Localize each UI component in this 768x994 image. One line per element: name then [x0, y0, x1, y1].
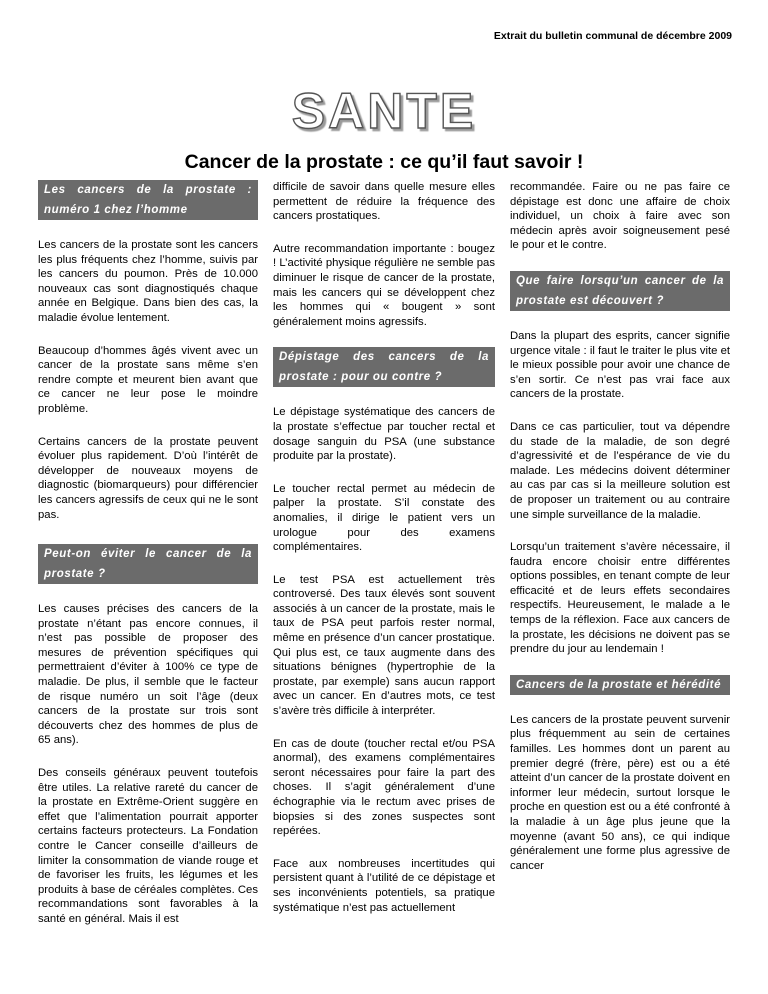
- paragraph: Certains cancers de la prostate peuvent évoluer plus rapidement. D’où l’intérêt de développer de nouveaux moyens de diagnostic (biomarqueurs) pour différencier les cancers agressifs de ceux qui ne le sont pas.: [38, 435, 258, 521]
- paragraph: Lorsqu’un traitement s’avère nécessaire, il faudra encore choisir entre différentes options possibles, en tenant compte de leur efficacité et de leurs effets secondaires respectifs. Heureusement, le malade a le temps de la réflexion. Face aux cancers de la prostate, les décisions ne doivent pas se prendre du jour au lendemain !: [510, 541, 730, 656]
- article-title: Cancer de la prostate : ce qu’il faut savoir !: [184, 151, 584, 173]
- paragraph: Autre recommandation importante : bougez ! L’activité physique régulière ne semble pas diminuer le risque de cancer de la prostate, mais les cancers qui se développent chez les hommes qui « bougent » sont généralement moins agressifs.: [273, 242, 495, 328]
- section-heading: Les cancers de la prostate : numéro 1 chez l’homme: [38, 180, 258, 220]
- paragraph: Le toucher rectal permet au médecin de palper la prostate. S’il constate des anomalies, il dirige le patient vers un urologue pour des examens complémentaires.: [273, 482, 495, 554]
- bulletin-note: Extrait du bulletin communal de décembre 2009: [493, 30, 732, 42]
- paragraph: Des conseils généraux peuvent toutefois être utiles. La relative rareté du cancer de la prostate en Extrême-Orient suggère en effet que l’alimentation pourrait apporter certains facteurs protecteurs. La Fondation contre le Cancer conseille d’ailleurs de limiter la consommation de viande rouge et de favoriser les fruits, les légumes et les produits à base de céréales complètes. Ces recommandations sont favorables à la santé en général. Mais il est: [38, 767, 258, 925]
- paragraph: Dans ce cas particulier, tout va dépendre du stade de la maladie, de son degré d’agressivité et de l’espérance de vie du malade. Les médecins doivent déterminer au cas par cas si la meilleure solution est de proposer un traitement ou au contraire une simple surveillance de la maladie.: [510, 420, 730, 521]
- section-masthead: [0, 80, 768, 140]
- paragraph: Le test PSA est actuellement très controversé. Des taux élevés sont souvent associés à un cancer de la prostate, mais le taux de PSA peut parfois rester normal, même en présence d’un cancer prostatique. Qui plus est, ce taux augmente dans des situations bénignes (hypertrophie de la prostate, par exemple) sans aucun rapport avec un cancer. En d’autres mots, ce test s’avère très difficile à interpréter.: [273, 573, 495, 718]
- paragraph: Dans la plupart des esprits, cancer signifie urgence vitale : il faut le traiter le plus vite et le mieux possible pour avoir une chance de s’en sortir. Ce n’est pas vrai face aux cancers de la prostate.: [510, 329, 730, 401]
- paragraph: Beaucoup d’hommes âgés vivent avec un cancer de la prostate sans même s’en rendre compte et meurent bien avant que ce cancer ne leur pose le moindre problème.: [38, 344, 258, 415]
- section-heading: Dépistage des cancers de la prostate : pour ou contre ?: [273, 347, 495, 387]
- paragraph: Les cancers de la prostate sont les cancers les plus fréquents chez l’homme, suivis par les cancers du poumon. Près de 10.000 nouveaux cas sont diagnostiqués chaque année en Belgique. Dans bien des cas, la maladie évolue lentement.: [38, 239, 258, 324]
- masthead-word: SANTE: [291, 83, 477, 139]
- paragraph: Les cancers de la prostate peuvent survenir plus fréquemment au sein de certaines familles. Les hommes dont un parent au premier degré (frère, père) est ou a été atteint d’un cancer de la prostate doivent en informer leur médecin, surtout lorsque le proche en question est ou a été confronté à la maladie à un âge plus jeune que la moyenne (avant 50 ans), ce qui indique généralement une forme plus agressive de cancer: [510, 713, 730, 872]
- paragraph: recommandée. Faire ou ne pas faire ce dépistage est donc une affaire de choix individuel, un choix à faire avec son médecin après avoir soigneusement pesé le pour et le contre.: [510, 181, 730, 252]
- column-left: [38, 180, 258, 980]
- paragraph: Les causes précises des cancers de la prostate n’étant pas encore connues, il n’est pas possible de proposer des mesures de prévention spécifiques qui permettraient d’éviter à 100% ce type de maladie. De plus, il semble que le facteur de risque numéro un soit l’âge (deux cancers de la prostate sur trois sont découverts chez des hommes de plus de 65 ans).: [38, 603, 258, 747]
- section-heading: Que faire lorsqu’un cancer de la prostate est découvert ?: [510, 271, 730, 311]
- section-heading: Peut-on éviter le cancer de la prostate ?: [38, 544, 258, 584]
- column-middle: [273, 180, 495, 980]
- sante-wordmark: [274, 80, 494, 140]
- paragraph: Le dépistage systématique des cancers de la prostate s’effectue par toucher rectal et dosage sanguin du PSA (une substance produite par la prostate).: [273, 406, 495, 463]
- section-heading: Cancers de la prostate et hérédité: [510, 675, 730, 695]
- article-body: [38, 180, 730, 980]
- paragraph: Face aux nombreuses incertitudes qui persistent quant à l’utilité de ce dépistage et ses inconvénients potentiels, sa pratique systématique n’est pas actuellement: [273, 857, 495, 914]
- paragraph: En cas de doute (toucher rectal et/ou PSA anormal), des examens complémentaires seront nécessaires pour faire la part des choses. Il s’agit généralement d’une échographie via le rectum avec prises de biopsies si des zones suspectes sont repérées.: [273, 737, 495, 838]
- column-right: [510, 180, 730, 980]
- paragraph: difficile de savoir dans quelle mesure elles permettent de réduire la fréquence des cancers prostatiques.: [273, 181, 495, 223]
